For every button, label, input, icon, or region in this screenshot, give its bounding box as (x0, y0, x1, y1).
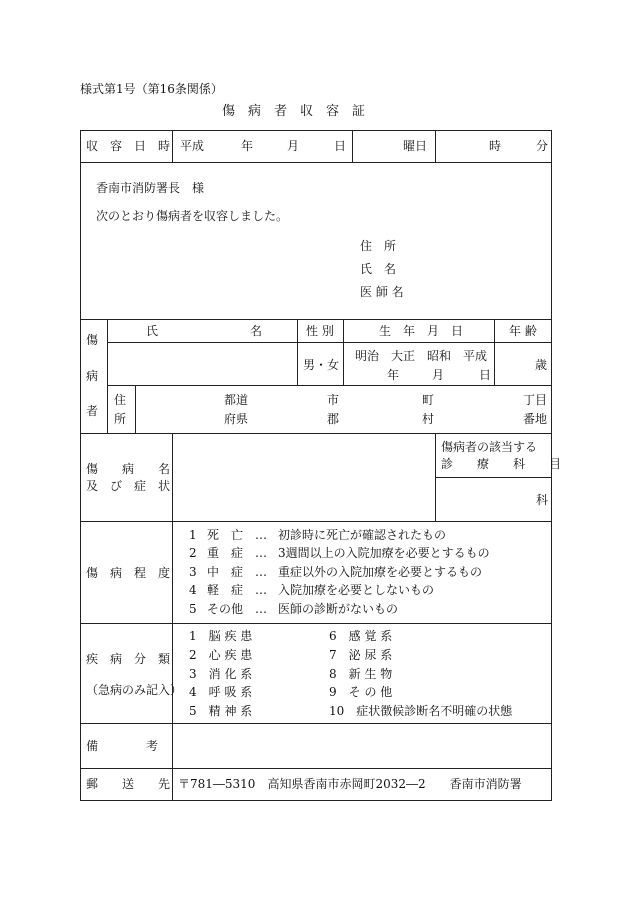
rule (343, 319, 344, 386)
era-heisei: 平成 (180, 139, 205, 153)
dob-day: 日 (479, 368, 492, 382)
severity-item-num: 4 (189, 583, 197, 597)
classification-label: 疾 病 分 類 (86, 652, 171, 666)
classification-item: 10 症状徴候診断名不明確の状態 (329, 704, 513, 718)
address-chome: 丁目 (523, 393, 548, 407)
patient-section-char-3: 者 (86, 404, 99, 418)
classification-item: 5 精 神 系 (189, 704, 253, 718)
year-label: 年 (241, 139, 254, 153)
diagnosis-label-2: 及 び 症 状 (86, 479, 171, 493)
rule (107, 342, 552, 343)
rule (80, 623, 552, 624)
rule (352, 130, 353, 163)
rule (494, 319, 495, 386)
rule (80, 723, 552, 724)
table-bottom-border (80, 800, 552, 801)
classification-item: 8 新 生 物 (329, 667, 393, 681)
severity-item-dots: … (255, 565, 267, 579)
patient-address-label-2: 所 (114, 412, 127, 426)
era-options: 明治 大正 昭和 平成 (355, 349, 488, 363)
severity-item-name: 軽 症 (207, 583, 244, 597)
address-city: 市 (327, 393, 340, 407)
addressee: 香南市消防署長 様 (96, 181, 205, 195)
reporter-name-label: 氏 名 (360, 262, 397, 276)
rule (107, 385, 552, 386)
severity-item-num: 3 (189, 565, 197, 579)
doctor-name-label: 医 師 名 (360, 285, 404, 299)
rule (297, 319, 298, 386)
address-village: 村 (422, 412, 435, 426)
classification-note: （急病のみ記入） (86, 683, 183, 697)
severity-item-desc: 3週間以上の入院加療を必要とするもの (278, 546, 490, 560)
department-header-1: 傷病者の該当する (441, 440, 538, 454)
severity-item-desc: 医師の診断がないもの (278, 602, 399, 616)
sex-options: 男・女 (303, 358, 340, 372)
sex-header: 性 別 (306, 324, 334, 338)
classification-item: 4 呼 吸 系 (189, 685, 253, 699)
department-unit: 科 (536, 493, 549, 507)
patient-section-char-2: 病 (86, 369, 99, 383)
severity-item-dots: … (255, 528, 267, 542)
age-unit: 歳 (535, 358, 548, 372)
classification-item: 3 消 化 系 (189, 667, 253, 681)
severity-item-dots: … (255, 546, 267, 560)
rule (172, 433, 173, 801)
hour-label: 時 (489, 139, 502, 153)
classification-item: 1 脳 疾 患 (189, 629, 253, 643)
severity-item-name: その他 (207, 602, 244, 616)
mailing-address: 〒781―5310 高知県香南市赤岡町2032―2 香南市消防署 (178, 777, 522, 791)
name-header-2: 名 (250, 324, 263, 338)
severity-label: 傷 病 程 度 (86, 566, 171, 580)
name-header-1: 氏 (146, 324, 159, 338)
patient-address-label-1: 住 (114, 393, 127, 407)
severity-item-desc: 初診時に死亡が確認されたもの (278, 528, 447, 542)
severity-item-num: 2 (189, 546, 197, 560)
severity-item-num: 5 (189, 602, 197, 616)
severity-item-dots: … (255, 583, 267, 597)
classification-item: 9 そ の 他 (329, 685, 393, 699)
rule (80, 162, 552, 163)
rule (135, 385, 136, 434)
document-title: 傷 病 者 収 容 証 (222, 104, 366, 119)
patient-section-char-1: 傷 (86, 333, 99, 347)
severity-item-name: 死 亡 (207, 528, 244, 542)
weekday-label: 曜日 (403, 139, 428, 153)
department-header-2: 診 療 科 目 (441, 457, 562, 471)
rule (435, 130, 436, 163)
address-gun: 郡 (327, 412, 340, 426)
address-fuken: 府県 (224, 412, 249, 426)
dob-year: 年 (387, 368, 400, 382)
notice-message: 次のとおり傷病者を収容しました。 (96, 209, 289, 223)
classification-item: 7 泌 尿 系 (329, 648, 393, 662)
mailing-label: 郵 送 先 (86, 777, 171, 791)
rule (80, 433, 552, 434)
dob-header: 生 年 月 日 (379, 324, 464, 338)
dob-month: 月 (432, 368, 445, 382)
rule (107, 319, 108, 434)
day-label: 日 (334, 139, 347, 153)
classification-item: 2 心 疾 患 (189, 648, 253, 662)
age-header: 年 齢 (509, 324, 537, 338)
rule (80, 768, 552, 769)
severity-item-num: 1 (189, 528, 197, 542)
rule (80, 319, 552, 320)
severity-item-desc: 入院加療を必要としないもの (278, 583, 435, 597)
rule (172, 130, 173, 163)
classification-item: 6 感 覚 系 (329, 629, 393, 643)
address-banchi: 番地 (523, 412, 548, 426)
severity-item-dots: … (255, 602, 267, 616)
address-todo: 都道 (224, 393, 249, 407)
table-left-border (80, 130, 81, 801)
rule (435, 433, 436, 522)
remarks-label: 備 考 (86, 739, 159, 753)
address-town: 町 (422, 393, 435, 407)
reporter-address-label: 住 所 (360, 239, 397, 253)
admission-datetime-label: 収 容 日 時 (86, 139, 171, 153)
form-number: 様式第1号（第16条関係） (80, 82, 223, 96)
month-label: 月 (287, 139, 300, 153)
diagnosis-label-1: 傷 病 名 (86, 462, 171, 476)
severity-item-name: 中 症 (207, 565, 244, 579)
minute-label: 分 (536, 139, 549, 153)
table-top-border (80, 130, 552, 131)
rule (80, 521, 552, 522)
severity-item-desc: 重症以外の入院加療を必要とするもの (278, 565, 483, 579)
rule (435, 477, 552, 478)
severity-item-name: 重 症 (207, 546, 244, 560)
